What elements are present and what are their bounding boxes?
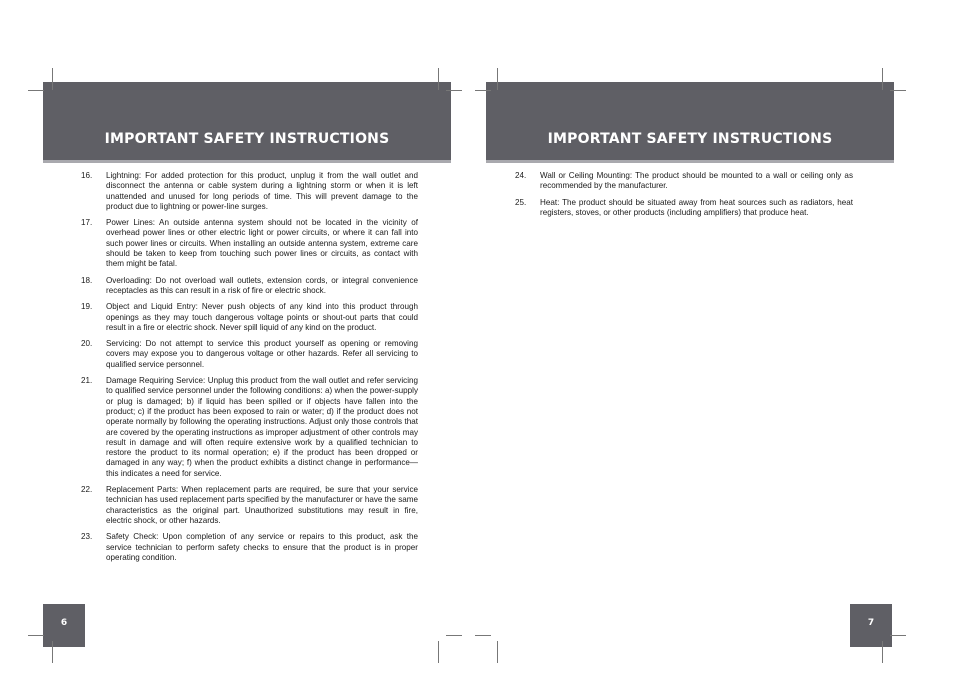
crop-mark	[497, 68, 498, 90]
crop-mark	[52, 641, 53, 663]
crop-mark	[890, 90, 906, 91]
item-text: Power Lines: An outside antenna system should not be located in the vicinity of overhead power lines or other electric light or power circuits, or where it can fall into such power lines or circuits. When installing an outside antenna system, extreme care should be taken to keep from touching such power lines or circuits, as contact with them might be fatal.	[106, 218, 418, 269]
crop-mark	[28, 635, 44, 636]
item-text: Overloading: Do not overload wall outlets, extension cords, or integral convenience receptacles as this can result in a risk of fire or electric shock.	[106, 275, 418, 295]
crop-mark	[497, 641, 498, 663]
left-header-title: IMPORTANT SAFETY INSTRUCTIONS	[104, 131, 390, 147]
item-text: Replacement Parts: When replacement parts are required, be sure that your service technician has used replacement parts specified by the manufacturer or have the same characteristics as the original part. Unauthorized substitutions may result in fire, electric shock, or other hazards.	[106, 485, 418, 525]
list-item	[515, 171, 853, 192]
item-number: 22.	[81, 485, 93, 495]
item-number: 21.	[81, 376, 93, 386]
item-text: Lightning: For added protection for this product, unplug it from the wall outlet and disconnect the antenna or cable system during a lightning storm or when it is left unattended and unused for long periods of time. This will prevent damage to the product due to lightning or power-line surges.	[106, 171, 418, 211]
item-number: 19.	[81, 302, 93, 312]
item-text: Heat: The product should be situated away from heat sources such as radiators, heat registers, stoves, or other products (including amplifiers) that produce heat.	[540, 197, 853, 217]
crop-mark	[446, 90, 462, 91]
crop-mark	[882, 68, 883, 90]
page-number: 7	[867, 618, 875, 628]
item-number: 18.	[81, 275, 93, 285]
crop-mark	[438, 68, 439, 90]
right-instruction-list	[515, 171, 853, 224]
left-instruction-list	[81, 171, 418, 569]
page-number: 6	[60, 618, 68, 628]
item-text: Damage Requiring Service: Unplug this product from the wall outlet and refer servicing to qualified service personnel under the following conditions: a) when the power-supply or plug is damaged; b) if liquid has been spilled or if objects have fallen into the product; c) if the product has been exposed to rain or water; d) if the product does not operate normally by following the operating instructions. Adjust only those controls that are covered by the operating instructions as improper adjustment of other controls may result in damage and will often require extensive work by a qualified technician to restore the product to its normal operation; e) if the product has been dropped or damaged in any way; f) when the product exhibits a distinct change in performance—this indicates a need for service.	[106, 376, 418, 478]
crop-mark	[890, 635, 906, 636]
list-item	[81, 218, 418, 269]
item-text: Servicing: Do not attempt to service this product yourself as opening or removing covers may expose you to dangerous voltage or other hazards. Refer all servicing to qualified service personnel.	[106, 339, 418, 369]
crop-mark	[475, 90, 491, 91]
list-item	[515, 198, 853, 219]
item-number: 17.	[81, 218, 93, 228]
list-item	[81, 339, 418, 370]
right-page-number-tab	[850, 604, 892, 647]
item-text: Object and Liquid Entry: Never push objects of any kind into this product through openings as they may touch dangerous voltage points or shout-out parts that could result in a fire or electric shock. Never spill liquid of any kind on the product.	[106, 302, 418, 332]
left-page-number-tab	[43, 604, 85, 647]
left-header-bar	[43, 82, 451, 163]
list-item	[81, 376, 418, 479]
item-number: 23.	[81, 532, 93, 542]
crop-mark	[52, 68, 53, 90]
list-item	[81, 171, 418, 212]
crop-mark	[882, 641, 883, 663]
crop-mark	[438, 641, 439, 663]
crop-mark	[475, 635, 491, 636]
crop-mark	[446, 635, 462, 636]
list-item	[81, 276, 418, 297]
item-number: 16.	[81, 171, 93, 180]
item-number: 24.	[515, 171, 527, 180]
list-item	[81, 302, 418, 333]
crop-mark	[28, 90, 44, 91]
list-item	[81, 532, 418, 563]
item-text: Wall or Ceiling Mounting: The product should be mounted to a wall or ceiling only as recommended by the manufacturer.	[540, 171, 853, 191]
right-header-title: IMPORTANT SAFETY INSTRUCTIONS	[547, 131, 833, 147]
item-number: 20.	[81, 339, 93, 349]
right-header-bar	[486, 82, 894, 163]
list-item	[81, 485, 418, 526]
item-number: 25.	[515, 197, 527, 207]
item-text: Safety Check: Upon completion of any service or repairs to this product, ask the service technician to perform safety checks to ensure that the product is in proper operating condition.	[106, 532, 418, 562]
right-page	[477, 0, 954, 674]
